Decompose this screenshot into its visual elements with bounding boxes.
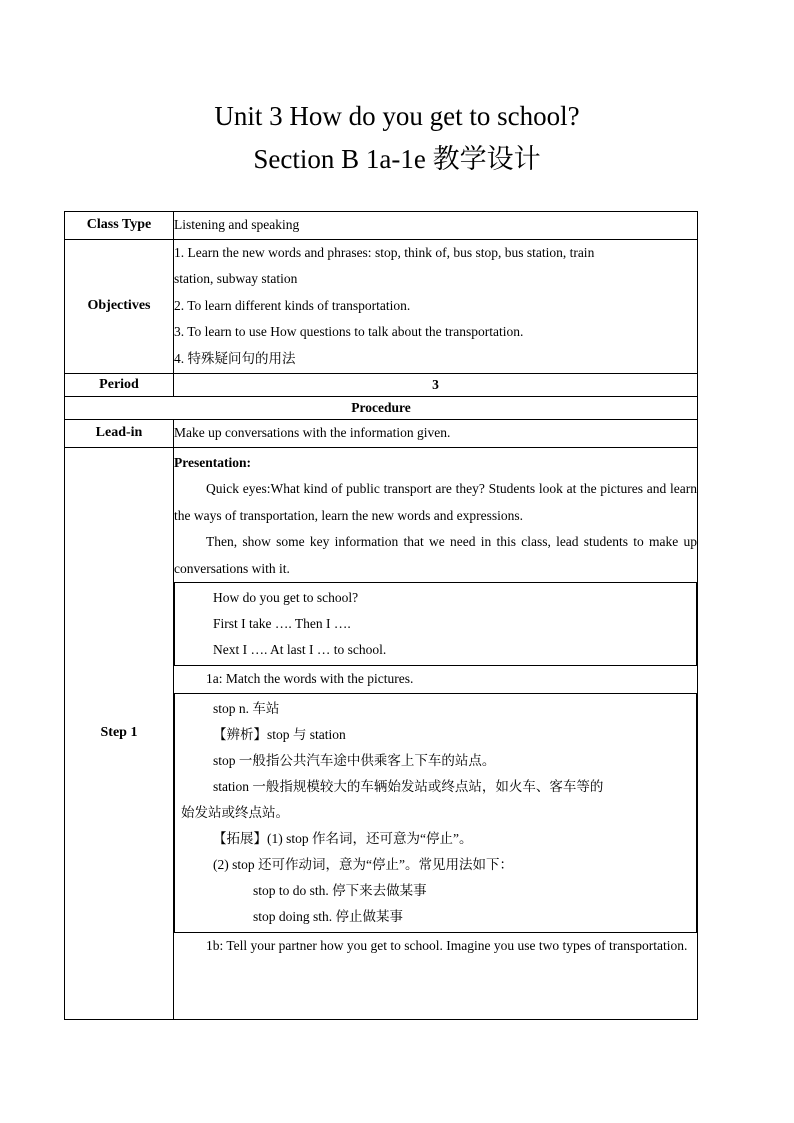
task-1a: 1a: Match the words with the pictures. (206, 671, 414, 686)
sentence-pattern-line: How do you get to school? (213, 590, 359, 605)
objective-item: 1. Learn the new words and phrases: stop, think of, bus stop, bus station, train (174, 244, 595, 260)
row-procedure (65, 396, 698, 419)
row-lead-in (65, 419, 698, 447)
class-type-label: Class Type (65, 212, 174, 240)
presentation-paragraph-2: Then, show some key information that we need in this class, lead students to make up conversations with it. (174, 534, 697, 576)
lead-in-label: Lead-in (65, 419, 174, 447)
note-line: (2) stop 还可作动词，意为“停止”。常见用法如下： (213, 856, 513, 872)
row-class-type (65, 212, 698, 240)
procedure-heading: Procedure (65, 396, 698, 419)
objective-item: 3. To learn to use How questions to talk about the transportation. (174, 324, 524, 340)
objective-item: station, subway station (174, 271, 298, 287)
sentence-pattern-line: Next I …. At last I … to school. (213, 642, 387, 657)
lead-in-text: Make up conversations with the information given. (174, 424, 451, 440)
note-line: stop doing sth. 停止做某事 (253, 908, 404, 924)
period-value: 3 (174, 373, 698, 396)
lead-in-value (174, 419, 698, 447)
presentation-paragraph-1: Quick eyes:What kind of public transport are they? Students look at the pictures and learn the ways of transportation, learn the new words and expressions. (174, 481, 697, 523)
note-line: stop n. 车站 (213, 700, 280, 716)
note-line: station 一般指规模较大的车辆始发站或终点站，如火车、客车等的 (213, 778, 604, 794)
objective-item: 2. To learn different kinds of transportation. (174, 297, 411, 313)
vocabulary-note-box (174, 693, 697, 933)
sentence-pattern-box (174, 582, 697, 666)
lesson-plan-table (64, 211, 698, 1020)
objective-item: 4. 特殊疑问句的用法 (174, 350, 296, 366)
task-1b: 1b: Tell your partner how you get to school. Imagine you use two types of transportation. (206, 937, 688, 953)
note-line: stop to do sth. 停下来去做某事 (253, 882, 427, 898)
note-line: 始发站或终点站。 (181, 804, 289, 820)
class-type-value (174, 212, 698, 240)
note-line: 【辨析】stop 与 station (213, 726, 346, 742)
step-1-label: Step 1 (65, 447, 174, 1019)
document-subtitle: Section B 1a-1e 教学设计 (253, 144, 541, 174)
document-title: Unit 3 How do you get to school? (214, 101, 580, 131)
presentation-heading: Presentation: (174, 454, 251, 470)
step-1-content (174, 447, 698, 1019)
note-line: 【拓展】(1) stop 作名词，还可意为“停止”。 (213, 830, 473, 846)
row-objectives (65, 239, 698, 373)
row-period (65, 373, 698, 396)
row-step-1 (65, 447, 698, 1019)
note-line: stop 一般指公共汽车途中供乘客上下车的站点。 (213, 752, 496, 768)
period-label: Period (65, 373, 174, 396)
objectives-label: Objectives (65, 239, 174, 373)
objectives-value (174, 239, 698, 373)
class-type-text: Listening and speaking (174, 217, 300, 232)
sentence-pattern-line: First I take …. Then I …. (213, 616, 351, 631)
